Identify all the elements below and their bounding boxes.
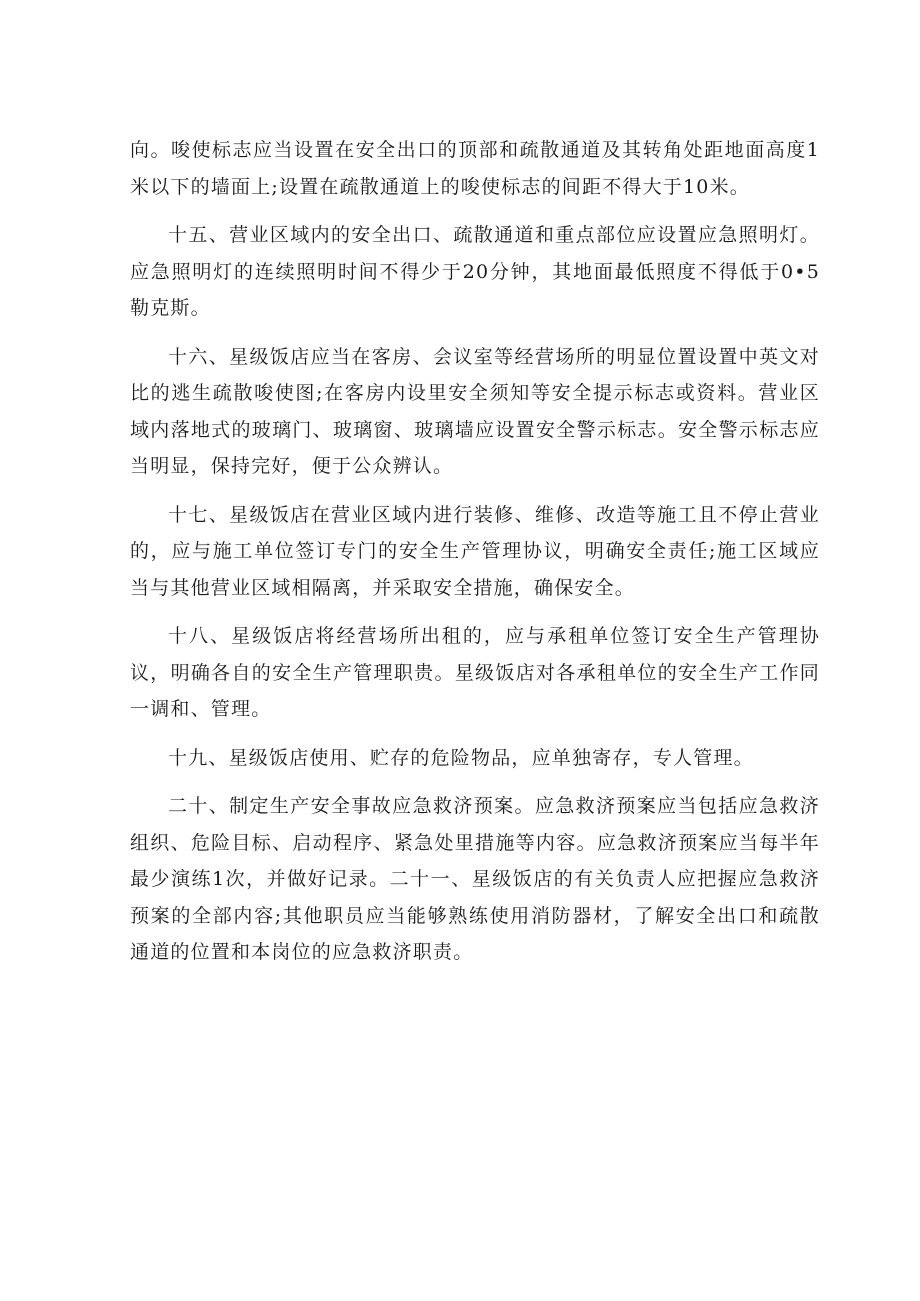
- paragraph-continuation: 向。唆使标志应当设置在安全出口的顶部和疏散通道及其转角处距地面高度1米以下的墙面上;设置在疏散通道上的唆使标志的间距不得大于10米。: [130, 139, 820, 198]
- document-body: [130, 132, 820, 983]
- paragraph-item-15: 十五、营业区域内的安全出口、疏散通道和重点部位应设置应急照明灯。应急照明灯的连续照明时间不得少于20分钟，其地面最低照度不得低于0•5勒克斯。: [130, 224, 820, 319]
- paragraph-item-20: 二十、制定生产安全事故应急救济预案。应急救济预案应当包括应急救济组织、危险目标、启动程序、紧急处里措施等内容。应急救济预案应当每半年最少演练1次，并做好记录。二十一、星级饭店的有关负责人应把握应急救济预案的全部内容;其他职员应当能够熟练使用消防器材，了解安全出口和疏散通道的位置和本岗位的应急救济职责。: [130, 795, 820, 963]
- paragraph-item-16: 十六、星级饭店应当在客房、会议室等经营场所的明显位置设置中英文对比的逃生疏散唆使图;在客房内设里安全须知等安全提示标志或资料。营业区域内落地式的玻璃门、玻璃窗、玻璃墙应设置安全警示标志。安全警示标志应当明显，保持完好，便于公众辨认。: [130, 345, 820, 477]
- paragraph-item-19: 十九、星级饭店使用、贮存的危险物品，应单独寄存，专人管理。: [168, 746, 754, 769]
- paragraph-item-17: 十七、星级饭店在营业区域内进行装修、维修、改造等施工且不停止营业的，应与施工单位签订专门的安全生产管理协议，明确安全责任;施工区域应当与其他营业区域相隔离，并采取安全措施，确保安全。: [130, 503, 820, 599]
- paragraph-item-18: 十八、星级饭店将经营场所出租的，应与承租单位签订安全生产管理协议，明确各自的安全生产管理职贵。星级饭店对各承租单位的安全生产工作同一调和、管理。: [130, 625, 820, 720]
